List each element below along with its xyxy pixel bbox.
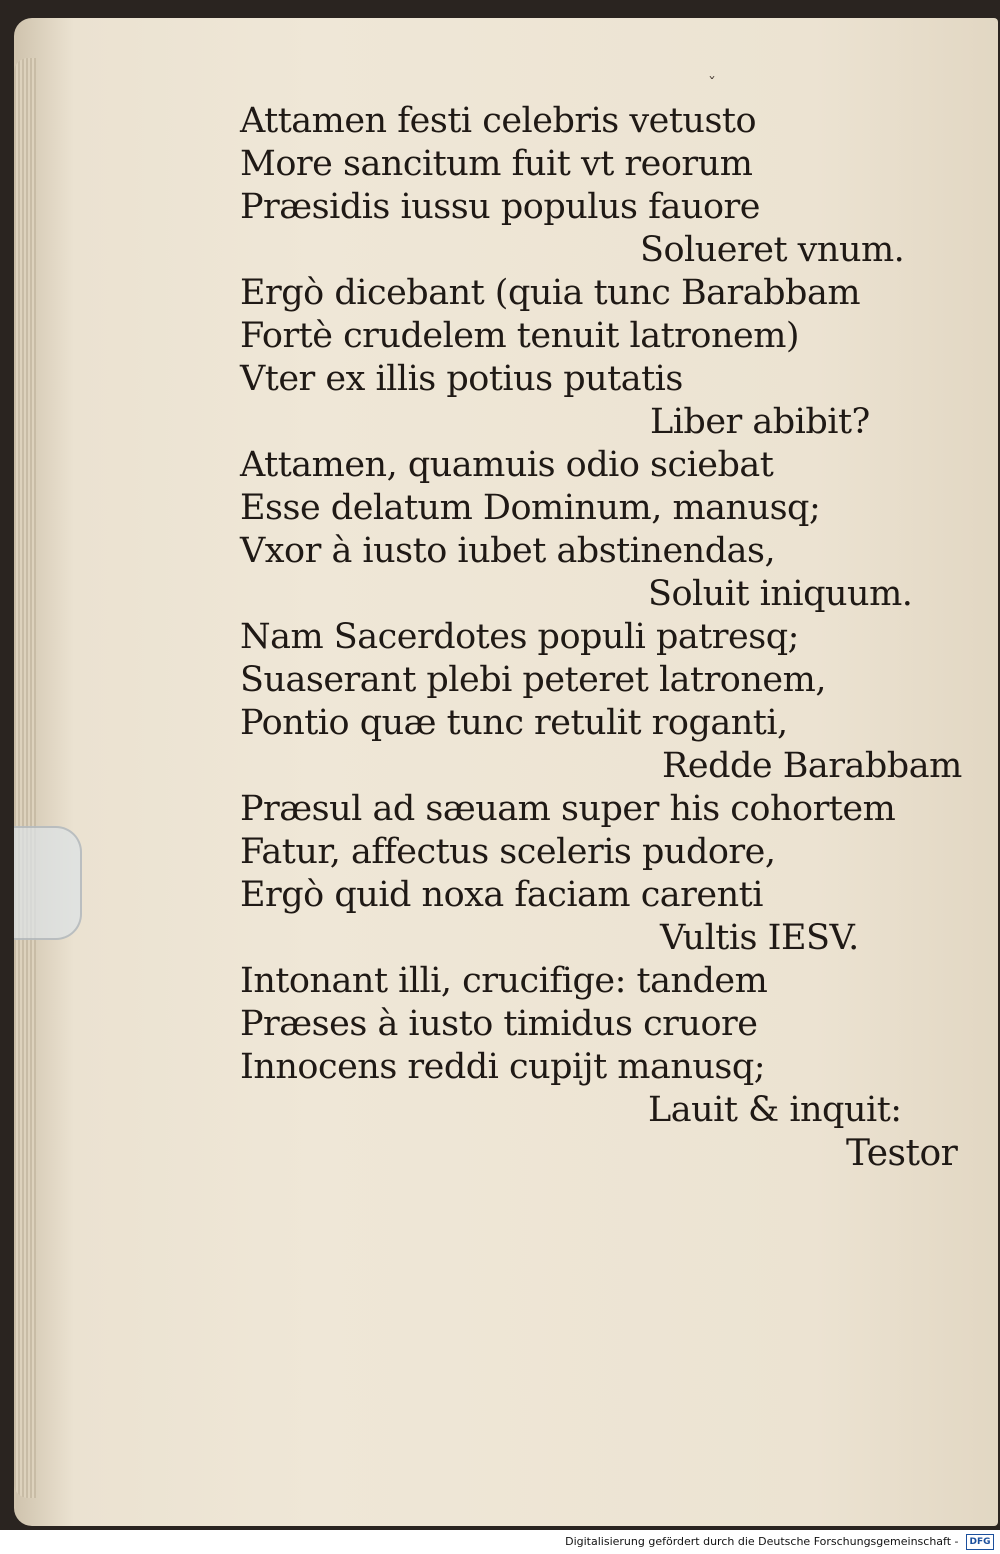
verse-block — [240, 100, 960, 1175]
catchword: Testor — [846, 1133, 958, 1174]
verse-line: Innocens reddi cupijt manusq; — [240, 1047, 766, 1087]
ink-mark: ˇ — [708, 74, 716, 93]
adonic-line: Vultis IESV. — [660, 918, 859, 958]
verse-line: Attamen, quamuis odio sciebat — [240, 445, 774, 485]
verse-line: Ergò quid noxa faciam carenti — [240, 875, 763, 915]
verse-line: Præses à iusto timidus cruore — [240, 1004, 758, 1044]
verse-line: Suaserant plebi peteret latronem, — [240, 660, 826, 700]
page-clip — [14, 826, 82, 940]
adonic-line: Soluit iniquum. — [648, 574, 913, 614]
verse-line: More sancitum fuit vt reorum — [240, 144, 753, 184]
dfg-logo-icon: DFG — [966, 1534, 994, 1550]
verse-line: Intonant illi, crucifige: tandem — [240, 961, 768, 1001]
verse-line: Esse delatum Dominum, manusq; — [240, 488, 821, 528]
verse-line: Præsidis iussu populus fauore — [240, 187, 760, 227]
adonic-line: Redde Barabbam — [662, 746, 962, 786]
adonic-line: Solueret vnum. — [640, 230, 905, 270]
verse-line: Pontio quæ tunc retulit roganti, — [240, 703, 788, 743]
adonic-line: Liber abibit? — [650, 402, 870, 442]
verse-line: Attamen festi celebris vetusto — [240, 101, 757, 141]
adonic-line: Lauit & inquit: — [648, 1090, 902, 1130]
verse-line: Vter ex illis potius putatis — [240, 359, 683, 399]
verse-line: Nam Sacerdotes populi patresq; — [240, 617, 799, 657]
footer-credit: Digitalisierung gefördert durch die Deutsche Forschungsgemeinschaft - — [565, 1535, 959, 1548]
footer-bar — [0, 1530, 1000, 1554]
page-edges — [14, 58, 36, 1498]
verse-line: Fortè crudelem tenuit latronem) — [240, 316, 800, 356]
verse-line: Fatur, affectus sceleris pudore, — [240, 832, 776, 872]
verse-line: Ergò dicebant (quia tunc Barabbam — [240, 273, 861, 313]
verse-line: Vxor à iusto iubet abstinendas, — [240, 531, 776, 571]
verse-line: Præsul ad sæuam super his cohortem — [240, 789, 896, 829]
